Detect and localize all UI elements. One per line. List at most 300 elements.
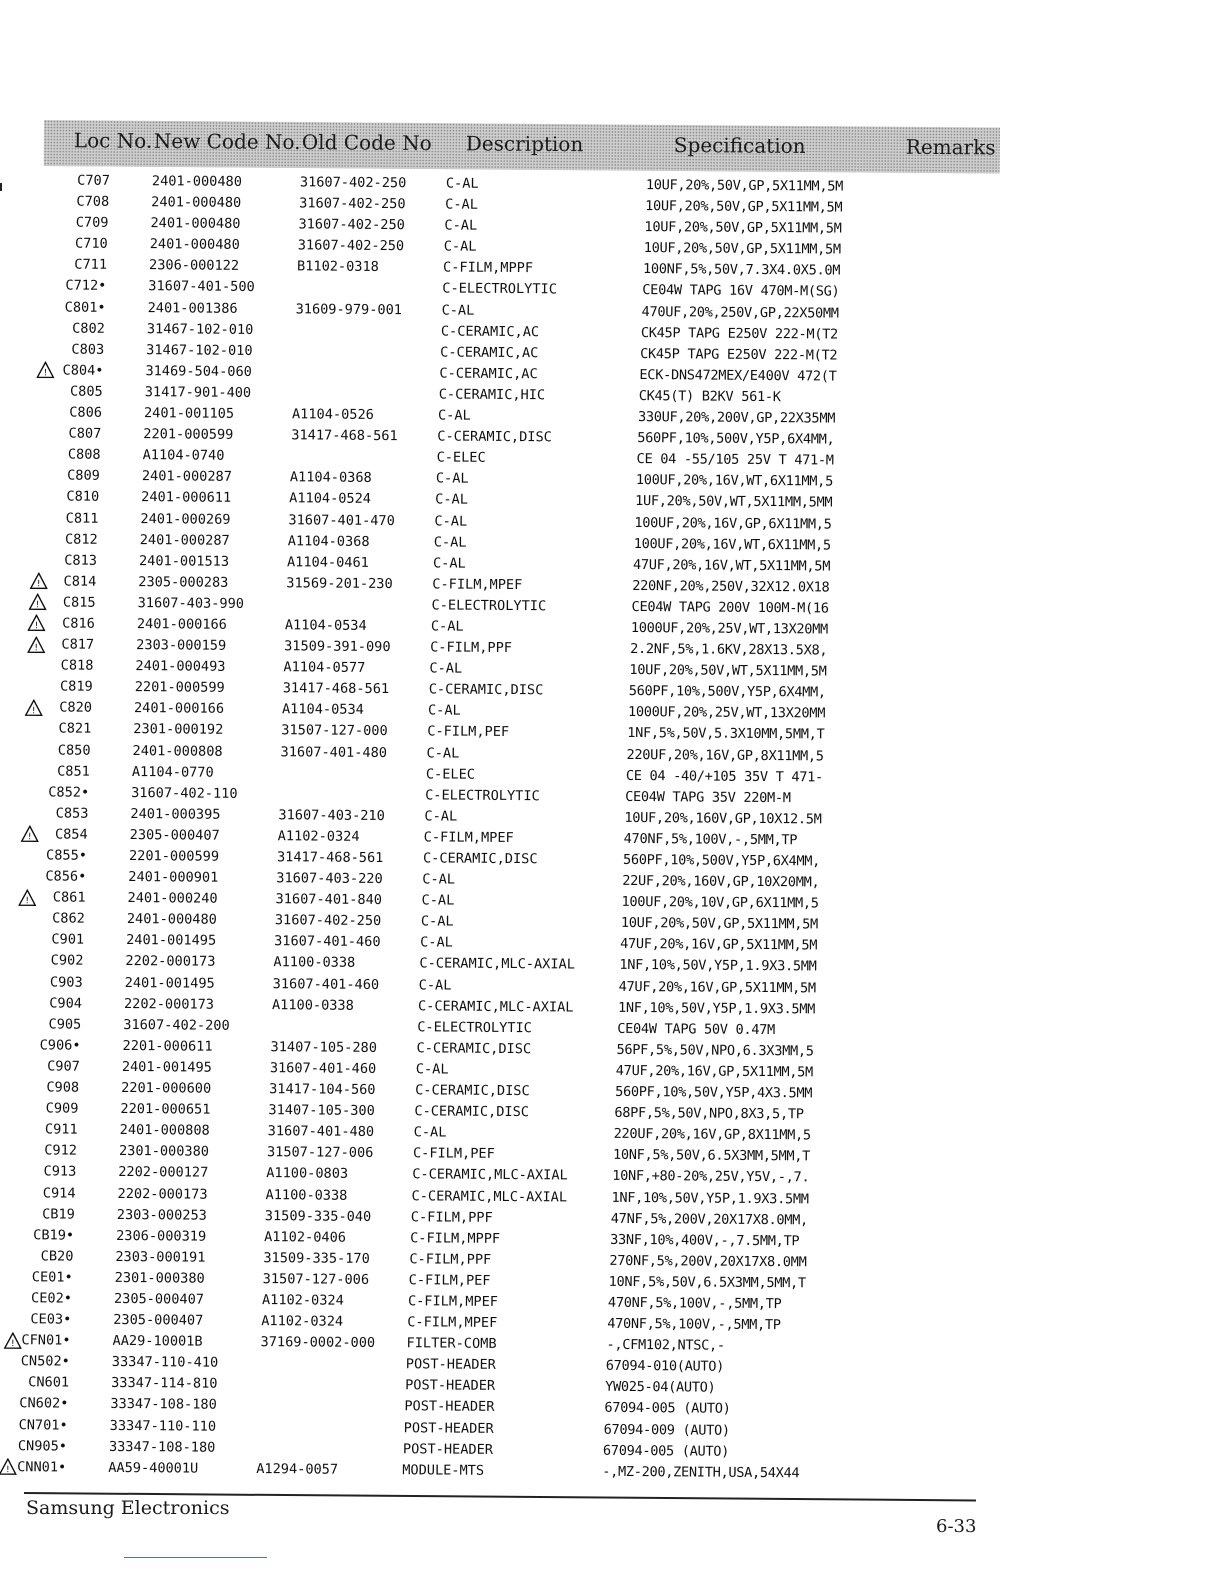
- description-cell: C-AL: [435, 470, 469, 488]
- svg-text:!: !: [43, 368, 48, 379]
- table-header: [44, 120, 1000, 174]
- specification-cell: 10UF,20%,50V,GP,5X11MM,5M: [643, 240, 841, 258]
- loc-no-cell: C814: [63, 573, 97, 590]
- specification-cell: CK45(T) B2KV 561-K: [638, 387, 781, 406]
- description-cell: C-FILM,MPEF: [407, 1314, 498, 1332]
- description-cell: C-AL: [443, 238, 477, 256]
- footer-brand: Samsung Electronics: [26, 1497, 230, 1519]
- specification-cell: 67094-009 (AUTO): [603, 1421, 730, 1439]
- old-code-cell: A1104-0461: [286, 553, 369, 571]
- loc-no-cell: C820: [59, 699, 93, 717]
- page-number: 6-33: [936, 1516, 977, 1537]
- loc-no-cell: CN905•: [17, 1437, 68, 1455]
- specification-cell: 100UF,20%,10V,GP,6X11MM,5: [621, 894, 819, 912]
- loc-no-cell: C851: [57, 763, 90, 780]
- loc-no-cell: C862: [52, 910, 85, 927]
- description-cell: C-FILM,PPF: [409, 1251, 492, 1268]
- new-code-cell: 2305-000283: [138, 573, 229, 591]
- specification-cell: 1000UF,20%,25V,WT,13X20MM: [630, 619, 829, 638]
- loc-no-cell: C907: [47, 1058, 80, 1075]
- description-cell: POST-HEADER: [405, 1377, 496, 1395]
- old-code-cell: 31417-468-561: [291, 427, 398, 445]
- new-code-cell: 2401-000808: [132, 742, 223, 760]
- old-code-cell: A1100-0338: [271, 996, 354, 1014]
- loc-no-cell: C803: [71, 341, 105, 358]
- new-code-cell: 2301-000192: [133, 721, 224, 739]
- loc-no-cell: C912: [44, 1142, 78, 1159]
- description-cell: C-FILM,MPEF: [423, 829, 514, 846]
- new-code-cell: 31607-403-990: [137, 594, 245, 612]
- loc-no-cell: C710: [74, 235, 108, 253]
- specification-cell: 10NF,5%,50V,6.5X3MM,5MM,T: [612, 1147, 811, 1165]
- specification-cell: YW025-04(AUTO): [605, 1379, 716, 1397]
- description-cell: C-AL: [426, 744, 460, 762]
- link-underline: [124, 1557, 267, 1558]
- old-code-cell: A1104-0526: [291, 406, 374, 423]
- loc-no-cell: CNN01•: [17, 1458, 67, 1476]
- specification-cell: 330UF,20%,200V,GP,22X35MM: [637, 409, 836, 427]
- old-code-cell: 31569-201-230: [286, 575, 393, 592]
- loc-no-cell: C901: [51, 931, 85, 949]
- new-code-cell: 2401-000611: [141, 489, 232, 507]
- new-code-cell: 2303-000191: [115, 1248, 206, 1266]
- description-cell: C-FILM,MPEF: [432, 576, 523, 593]
- old-code-cell: 31607-401-470: [288, 511, 395, 529]
- new-code-cell: 2401-001105: [143, 405, 235, 422]
- specification-cell: ECK-DNS472MEX/E400V 472(T: [639, 366, 837, 385]
- description-cell: C-FILM,PEF: [412, 1145, 495, 1163]
- description-cell: C-ELECTROLYTIC: [425, 787, 540, 804]
- new-code-cell: 31607-402-200: [123, 1016, 230, 1034]
- loc-no-cell: C806: [69, 404, 103, 421]
- header-new-code: New Code No.: [153, 128, 301, 155]
- description-cell: C-CERAMIC,DISC: [437, 428, 552, 446]
- specification-cell: 67094-005 (AUTO): [604, 1400, 731, 1418]
- new-code-cell: 2201-000611: [122, 1037, 213, 1055]
- description-cell: C-FILM,PPF: [430, 639, 513, 657]
- header-loc-no: Loc No.: [73, 128, 153, 153]
- specification-cell: 100UF,20%,16V,WT,6X11MM,5: [635, 472, 834, 490]
- specification-cell: 470UF,20%,250V,GP,22X50MM: [641, 303, 839, 322]
- old-code-cell: A1100-0803: [266, 1165, 349, 1183]
- loc-no-cell: CE03•: [30, 1311, 72, 1328]
- loc-no-cell: C804•: [62, 362, 104, 379]
- description-cell: C-FILM,MPEF: [407, 1293, 499, 1310]
- loc-no-cell: C817: [61, 636, 95, 653]
- old-code-cell: A1294-0057: [256, 1460, 339, 1478]
- old-code-cell: 31507-127-006: [262, 1270, 370, 1288]
- old-code-cell: 31507-127-000: [281, 722, 388, 740]
- specification-cell: 67094-005 (AUTO): [602, 1442, 730, 1460]
- new-code-cell: 2401-001513: [138, 552, 230, 570]
- old-code-cell: A1102-0406: [264, 1228, 347, 1246]
- loc-no-cell: C818: [60, 657, 94, 674]
- specification-cell: 1NF,10%,50V,Y5P,1.9X3.5MM: [617, 999, 816, 1018]
- specification-cell: 56PF,5%,50V,NPO,6.3X3MM,5: [616, 1041, 814, 1060]
- description-cell: C-CERAMIC,HIC: [438, 386, 546, 404]
- loc-no-cell: C852•: [48, 784, 90, 801]
- specification-cell: 220UF,20%,16V,GP,8X11MM,5: [613, 1126, 811, 1144]
- loc-no-cell: CB19: [42, 1205, 75, 1223]
- old-code-cell: A1100-0338: [273, 954, 356, 972]
- loc-no-cell: C911: [44, 1121, 78, 1138]
- old-code-cell: 31509-335-170: [263, 1249, 370, 1267]
- specification-cell: 68PF,5%,50V,NPO,8X3,5,TP: [614, 1104, 804, 1123]
- loc-no-cell: C707: [77, 172, 110, 189]
- specification-cell: 47UF,20%,16V,WT,5X11MM,5M: [632, 556, 831, 575]
- specification-cell: 560PF,10%,500V,Y5P,6X4MM,: [628, 683, 826, 701]
- new-code-cell: 31469-504-060: [145, 362, 252, 380]
- specification-cell: 10UF,20%,160V,GP,10X12.5M: [624, 809, 822, 828]
- old-code-cell: 31607-401-480: [267, 1123, 375, 1141]
- specification-cell: 33NF,10%,400V,-,7.5MM,TP: [610, 1231, 800, 1249]
- new-code-cell: 33347-114-810: [111, 1375, 218, 1393]
- specification-cell: 560PF,10%,50V,Y5P,4X3.5MM: [615, 1083, 813, 1102]
- loc-no-cell: C821: [58, 720, 92, 738]
- old-code-cell: 31607-403-220: [276, 870, 383, 888]
- loc-no-cell: C856•: [45, 868, 87, 885]
- description-cell: C-AL: [421, 892, 455, 909]
- description-cell: C-AL: [434, 512, 468, 530]
- specification-cell: 2.2NF,5%,1.6KV,28X13.5X8,: [630, 641, 828, 659]
- specification-cell: 10UF,20%,50V,GP,5X11MM,5M: [644, 219, 842, 237]
- svg-text:!: !: [10, 1338, 15, 1349]
- new-code-cell: A1104-0770: [131, 763, 214, 781]
- old-code-cell: 31607-401-840: [275, 891, 383, 909]
- description-cell: POST-HEADER: [402, 1440, 494, 1458]
- description-cell: C-FILM,PPF: [410, 1208, 493, 1226]
- new-code-cell: 31467-102-010: [146, 341, 253, 359]
- loc-no-cell: C811: [65, 510, 99, 527]
- description-cell: C-FILM,MPPF: [410, 1229, 501, 1247]
- old-code-cell: 31417-468-561: [282, 680, 390, 698]
- specification-cell: CE 04 -55/105 25V T 471-M: [636, 451, 834, 469]
- description-cell: C-AL: [433, 534, 467, 551]
- old-code-cell: A1104-0368: [289, 469, 372, 487]
- new-code-cell: 2306-000319: [116, 1227, 207, 1245]
- new-code-cell: 2305-000407: [129, 826, 220, 844]
- description-cell: C-CERAMIC,MLC-AXIAL: [419, 955, 575, 974]
- loc-no-cell: CE02•: [31, 1290, 73, 1307]
- description-cell: C-FILM,PEF: [408, 1272, 491, 1289]
- new-code-cell: 31607-401-500: [148, 278, 255, 296]
- specification-cell: CK45P TAPG E250V 222-M(T2: [640, 345, 838, 364]
- specification-cell: -,MZ-200,ZENITH,USA,54X44: [602, 1463, 800, 1482]
- specification-cell: 10UF,20%,50V,WT,5X11MM,5M: [629, 662, 827, 680]
- description-cell: C-CERAMIC,AC: [440, 323, 540, 340]
- new-code-cell: 2305-000407: [113, 1290, 205, 1308]
- loc-no-cell: C904: [49, 995, 83, 1012]
- new-code-cell: 33347-108-180: [108, 1438, 216, 1456]
- new-code-cell: 2401-000493: [135, 658, 226, 675]
- loc-no-cell: C902: [50, 952, 84, 970]
- new-code-cell: 2202-000173: [125, 953, 216, 971]
- description-cell: C-AL: [432, 555, 466, 572]
- new-code-cell: 31607-402-110: [131, 784, 238, 802]
- new-code-cell: 2401-000287: [139, 531, 230, 549]
- svg-text:!: !: [32, 706, 36, 717]
- new-code-cell: 2401-001386: [147, 299, 238, 317]
- svg-text:!: !: [35, 600, 40, 611]
- header-specification: Specification: [673, 132, 806, 158]
- description-cell: C-CERAMIC,MLC-AXIAL: [411, 1187, 568, 1205]
- description-cell: C-ELECTROLYTIC: [442, 280, 557, 298]
- old-code-cell: 31607-401-460: [272, 975, 380, 993]
- new-code-cell: 2301-000380: [114, 1269, 205, 1287]
- old-code-cell: 31407-105-300: [268, 1102, 375, 1120]
- loc-no-cell: C712•: [65, 277, 107, 295]
- old-code-cell: 31607-402-250: [297, 237, 405, 255]
- description-cell: C-AL: [445, 175, 479, 192]
- specification-cell: 10NF,5%,50V,6.5X3MM,5MM,T: [608, 1273, 806, 1292]
- old-code-cell: 31607-401-460: [274, 933, 381, 951]
- specification-cell: 1UF,20%,50V,WT,5X11MM,5MM: [635, 493, 833, 511]
- description-cell: C-CERAMIC,AC: [439, 365, 538, 383]
- specification-cell: CE 04 -40/+105 35V T 471-: [625, 767, 824, 786]
- loc-no-cell: CN602•: [19, 1395, 69, 1413]
- description-cell: C-AL: [441, 302, 475, 319]
- specification-cell: CE04W TAPG 16V 470M-M(SG): [642, 282, 840, 301]
- description-cell: C-AL: [437, 407, 471, 424]
- description-cell: C-FILM,PEF: [427, 723, 510, 741]
- loc-no-cell: C805: [69, 383, 103, 400]
- loc-no-cell: C909: [45, 1100, 79, 1117]
- old-code-cell: A1104-0534: [284, 617, 367, 634]
- loc-no-cell: C709: [75, 214, 109, 232]
- header-old-code: Old Code No: [301, 130, 432, 156]
- specification-cell: 1000UF,20%,25V,WT,13X20MM: [627, 704, 826, 722]
- new-code-cell: 2401-000240: [127, 890, 218, 907]
- new-code-cell: 2401-000269: [140, 510, 231, 528]
- specification-cell: CE04W TAPG 200V 100M-M(16: [631, 598, 829, 617]
- old-code-cell: 37169-0002-000: [260, 1334, 376, 1352]
- new-code-cell: 2401-000480: [151, 173, 243, 190]
- loc-no-cell: CFN01•: [21, 1332, 71, 1349]
- description-cell: C-CERAMIC,DISC: [414, 1103, 530, 1121]
- specification-cell: CK45P TAPG E250V 222-M(T2: [640, 324, 839, 343]
- description-cell: C-AL: [422, 871, 456, 888]
- new-code-cell: 2401-000166: [136, 616, 227, 633]
- old-code-cell: A1104-0368: [287, 532, 370, 550]
- specification-cell: -,CFM102,NTSC,-: [606, 1336, 725, 1354]
- new-code-cell: 2306-000122: [148, 257, 240, 275]
- old-code-cell: 31607-402-250: [298, 216, 405, 234]
- new-code-cell: 2401-000395: [130, 805, 221, 823]
- description-cell: C-ELEC: [425, 765, 476, 783]
- description-cell: C-AL: [445, 196, 478, 213]
- loc-no-cell: CN701•: [18, 1416, 68, 1434]
- loc-no-cell: C861: [52, 889, 86, 906]
- new-code-cell: 33347-110-410: [111, 1354, 219, 1372]
- loc-no-cell: C903: [49, 973, 83, 991]
- description-cell: C-AL: [413, 1124, 447, 1141]
- parts-table-body: [0, 170, 1224, 1487]
- description-cell: C-AL: [427, 702, 461, 719]
- new-code-cell: 2201-000599: [128, 848, 220, 865]
- description-cell: C-AL: [430, 618, 464, 635]
- new-code-cell: AA59-40001U: [108, 1459, 199, 1477]
- description-cell: C-AL: [418, 976, 452, 994]
- old-code-cell: 31509-391-090: [284, 638, 391, 656]
- svg-text:!: !: [6, 1465, 11, 1476]
- specification-cell: 47UF,20%,16V,GP,5X11MM,5M: [618, 978, 816, 996]
- old-code-cell: 31607-401-460: [269, 1060, 377, 1077]
- new-code-cell: 2401-000166: [133, 700, 225, 718]
- new-code-cell: 2305-000407: [113, 1311, 204, 1329]
- specification-cell: 47UF,20%,16V,GP,5X11MM,5M: [615, 1062, 814, 1081]
- loc-no-cell: C906•: [39, 1037, 81, 1054]
- new-code-cell: 2401-000901: [128, 869, 219, 886]
- new-code-cell: 2401-000480: [149, 236, 240, 254]
- specification-cell: 220UF,20%,16V,GP,8X11MM,5: [626, 746, 824, 765]
- new-code-cell: A1104-0740: [142, 447, 225, 464]
- old-code-cell: 31607-402-250: [274, 912, 382, 930]
- loc-no-cell: C855•: [46, 847, 88, 864]
- loc-no-cell: C853: [55, 805, 89, 822]
- header-remarks: Remarks: [905, 134, 996, 160]
- description-cell: C-ELEC: [436, 449, 486, 467]
- loc-no-cell: C914: [42, 1184, 76, 1202]
- description-cell: C-CERAMIC,DISC: [415, 1082, 530, 1100]
- specification-cell: 270NF,5%,200V,20X17X8.0MM: [609, 1252, 807, 1271]
- new-code-cell: 2202-000173: [123, 995, 215, 1013]
- old-code-cell: 31607-403-210: [278, 807, 385, 824]
- new-code-cell: 2401-000480: [151, 194, 242, 211]
- description-cell: C-AL: [435, 491, 468, 509]
- new-code-cell: 2401-000287: [141, 468, 232, 486]
- description-cell: POST-HEADER: [404, 1398, 495, 1416]
- header-description: Description: [465, 131, 584, 157]
- svg-text:!: !: [35, 621, 39, 632]
- new-code-cell: 2201-000599: [134, 679, 225, 697]
- description-cell: C-FILM,MPPF: [442, 259, 534, 277]
- description-cell: C-CERAMIC,DISC: [416, 1040, 532, 1058]
- specification-cell: 10UF,20%,50V,GP,5X11MM,5M: [645, 198, 843, 216]
- old-code-cell: 31407-105-280: [270, 1038, 378, 1056]
- specification-cell: 47NF,5%,200V,20X17X8.0MM,: [610, 1210, 808, 1228]
- description-cell: C-CERAMIC,DISC: [428, 681, 544, 699]
- loc-no-cell: CE01•: [31, 1269, 73, 1286]
- new-code-cell: 2401-000808: [119, 1122, 210, 1139]
- new-code-cell: 2301-000380: [118, 1143, 210, 1160]
- description-cell: POST-HEADER: [403, 1419, 494, 1437]
- new-code-cell: 33347-108-180: [110, 1396, 217, 1414]
- loc-no-cell: C808: [67, 446, 101, 464]
- description-cell: C-AL: [424, 808, 458, 825]
- loc-no-cell: CB20: [40, 1248, 74, 1265]
- specification-cell: 470NF,5%,100V,-,5MM,TP: [623, 830, 798, 849]
- old-code-cell: 31507-127-006: [266, 1144, 374, 1162]
- old-code-cell: A1102-0324: [261, 1313, 344, 1330]
- description-cell: C-ELECTROLYTIC: [417, 1019, 532, 1036]
- loc-no-cell: C905: [48, 1016, 82, 1033]
- specification-cell: 470NF,5%,100V,-,5MM,TP: [607, 1315, 781, 1334]
- description-cell: C-CERAMIC,MLC-AXIAL: [412, 1166, 568, 1184]
- loc-no-cell: CN601: [28, 1374, 70, 1391]
- loc-no-cell: C801•: [64, 299, 106, 316]
- specification-cell: 67094-010(AUTO): [605, 1358, 725, 1375]
- new-code-cell: 2303-000253: [116, 1206, 207, 1224]
- old-code-cell: A1102-0324: [261, 1292, 344, 1309]
- loc-no-cell: CN502•: [20, 1353, 70, 1370]
- description-cell: MODULE-MTS: [402, 1461, 485, 1479]
- old-code-cell: A1100-0338: [265, 1186, 348, 1204]
- new-code-cell: 2401-000480: [150, 215, 241, 233]
- specification-cell: 47UF,20%,16V,GP,5X11MM,5M: [620, 936, 818, 954]
- description-cell: FILTER-COMB: [406, 1335, 497, 1353]
- description-cell: C-AL: [420, 913, 454, 930]
- description-cell: C-ELECTROLYTIC: [431, 597, 547, 615]
- new-code-cell: 2201-000600: [121, 1080, 212, 1097]
- svg-text:!: !: [36, 579, 41, 590]
- old-code-cell: A1104-0577: [283, 659, 366, 677]
- new-code-cell: 2202-000127: [118, 1164, 209, 1182]
- loc-no-cell: C813: [64, 552, 98, 569]
- specification-cell: 100NF,5%,50V,7.3X4.0X5.0M: [642, 261, 841, 279]
- specification-cell: 100UF,20%,16V,GP,6X11MM,5: [634, 514, 832, 533]
- old-code-cell: A1102-0324: [277, 828, 360, 845]
- svg-text:!: !: [34, 642, 38, 653]
- new-code-cell: AA29-10001B: [112, 1333, 203, 1350]
- description-cell: C-CERAMIC,MLC-AXIAL: [417, 997, 574, 1016]
- loc-no-cell: C854: [54, 826, 88, 843]
- new-code-cell: 2201-000599: [143, 426, 234, 443]
- svg-text:!: !: [25, 895, 30, 906]
- description-cell: POST-HEADER: [405, 1356, 496, 1374]
- description-cell: C-AL: [429, 660, 463, 677]
- new-code-cell: 31417-901-400: [144, 384, 252, 401]
- description-cell: C-CERAMIC,DISC: [422, 850, 538, 868]
- new-code-cell: 31467-102-010: [146, 320, 254, 338]
- specification-cell: 10NF,+80-20%,25V,Y5V,-,7.: [612, 1168, 810, 1186]
- specification-cell: 22UF,20%,160V,GP,10X20MM,: [622, 873, 820, 891]
- specification-cell: CE04W TAPG 50V 0.47M: [617, 1020, 776, 1038]
- description-cell: C-AL: [420, 934, 453, 951]
- specification-cell: 1NF,5%,50V,5.3X10MM,5MM,T: [627, 725, 825, 743]
- old-code-cell: B1102-0318: [296, 258, 379, 276]
- old-code-cell: A1104-0524: [289, 490, 372, 508]
- loc-no-cell: C913: [43, 1163, 77, 1181]
- new-code-cell: 2401-001495: [121, 1058, 212, 1076]
- new-code-cell: 33347-110-110: [109, 1417, 217, 1435]
- loc-no-cell: C908: [46, 1079, 80, 1096]
- specification-cell: CE04W TAPG 35V 220M-M: [625, 788, 791, 806]
- new-code-cell: 2201-000651: [120, 1101, 211, 1118]
- specification-cell: 470NF,5%,100V,-,5MM,TP: [607, 1294, 782, 1313]
- loc-no-cell: C850: [57, 742, 91, 759]
- loc-no-cell: C819: [59, 678, 93, 695]
- loc-no-cell: C807: [68, 425, 102, 442]
- new-code-cell: 2401-001495: [126, 932, 217, 950]
- new-code-cell: 2401-001495: [124, 974, 215, 992]
- loc-no-cell: C810: [66, 488, 100, 506]
- new-code-cell: 2401-000480: [126, 911, 217, 929]
- description-cell: C-AL: [444, 217, 478, 234]
- old-code-cell: 31607-402-250: [299, 174, 407, 192]
- svg-text:!: !: [27, 832, 32, 843]
- loc-no-cell: C812: [64, 531, 98, 548]
- loc-no-cell: CB19•: [33, 1226, 75, 1244]
- specification-cell: 10UF,20%,50V,GP,5X11MM,5M: [645, 177, 844, 195]
- loc-no-cell: C816: [62, 615, 95, 632]
- old-code-cell: A1104-0534: [281, 701, 364, 719]
- description-cell: C-AL: [415, 1061, 449, 1078]
- description-cell: C-CERAMIC,AC: [440, 344, 539, 361]
- specification-cell: 220NF,20%,250V,32X12.0X18: [632, 577, 830, 596]
- loc-no-cell: C815: [62, 594, 96, 611]
- specification-cell: 100UF,20%,16V,WT,6X11MM,5: [633, 535, 831, 554]
- specification-cell: 1NF,10%,50V,Y5P,1.9X3.5MM: [619, 957, 817, 975]
